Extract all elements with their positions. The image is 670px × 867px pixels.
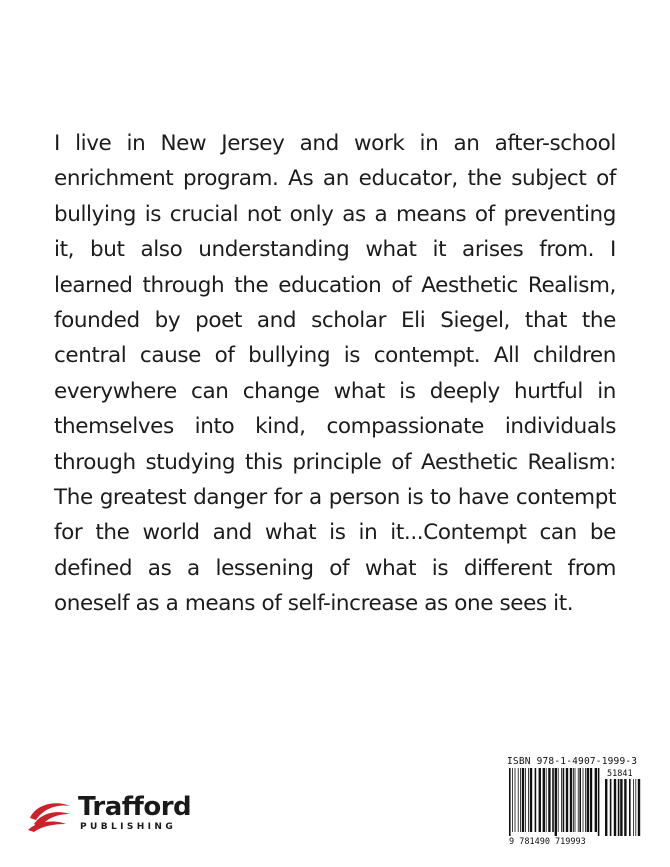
blurb-paragraph: I live in New Jersey and work in an after-school enrichment program. As an educator, the subject of bullying is crucial not only as a means of preventing it, but also understanding what it arises from. I learned through the education of Aesthetic Realism, founded by poet and scholar Eli Siegel, that the central cause of bullying is contempt. All children everywhere can change what is deeply hurtful in themselves into kind, compassionate individuals through studying this principle of Aesthetic Realism: The greatest danger for a person is to have contempt for the world and what is in it...Contempt can be defined as a lessening of what is different from oneself as a means of self-increase as one sees it. xyxy=(54,131,616,617)
ean-digits: 9 781490 719993 xyxy=(509,837,586,847)
publisher-subtitle: PUBLISHING xyxy=(80,822,177,832)
barcode-bar xyxy=(539,768,541,832)
barcode-bar xyxy=(543,768,545,832)
barcode-addon-bar xyxy=(635,779,636,836)
barcode-bar xyxy=(573,768,574,832)
barcode-bar xyxy=(558,768,559,832)
barcode-addon-bar xyxy=(633,779,634,836)
barcode-bar xyxy=(583,768,584,832)
barcode-addon-bar xyxy=(610,779,612,836)
barcode-bar xyxy=(585,768,586,832)
isbn-label: ISBN 978-1-4907-1999-3 xyxy=(507,756,638,767)
barcode-bar xyxy=(561,768,562,832)
barcode-addon-bar xyxy=(614,779,616,836)
barcode-addon-bar xyxy=(638,779,640,836)
publisher-name: Trafford xyxy=(78,792,192,822)
barcode-bar xyxy=(570,768,572,832)
barcode-bar xyxy=(563,768,565,832)
barcode-bar xyxy=(518,768,519,832)
barcode-graphic xyxy=(507,768,641,848)
barcode-bar xyxy=(590,768,592,832)
barcode-addon-bar xyxy=(624,779,626,836)
barcode-bar xyxy=(515,768,516,832)
barcode-bar xyxy=(522,768,524,832)
barcode-bar xyxy=(512,768,513,832)
barcode-bar xyxy=(595,768,597,832)
trafford-swoosh-icon xyxy=(26,798,74,834)
barcode-bar xyxy=(552,768,554,832)
barcode-addon-bar xyxy=(618,779,620,836)
barcode-bar xyxy=(535,768,537,832)
barcode-bar xyxy=(587,768,589,832)
barcode-bar xyxy=(575,768,576,832)
barcode-bar xyxy=(598,768,600,836)
barcode-bar xyxy=(579,768,581,832)
barcode-bar xyxy=(528,768,529,832)
barcode-bar xyxy=(578,768,579,832)
barcode-addon-bar xyxy=(629,779,631,836)
barcode-bar xyxy=(555,768,557,836)
barcode-bar xyxy=(520,768,521,832)
back-cover-text xyxy=(54,126,616,622)
barcode-bar xyxy=(546,768,547,832)
barcode-bar xyxy=(566,768,568,832)
barcode-addon-bar xyxy=(620,779,622,836)
barcode-bar xyxy=(548,768,550,832)
isbn-barcode xyxy=(507,756,641,848)
price-code: 51841 xyxy=(607,769,633,779)
barcode-bar xyxy=(525,768,526,832)
publisher-logo xyxy=(26,792,226,836)
barcode-bar xyxy=(530,768,532,832)
barcode-addon-bar xyxy=(605,779,607,836)
barcode-bar xyxy=(509,768,511,836)
